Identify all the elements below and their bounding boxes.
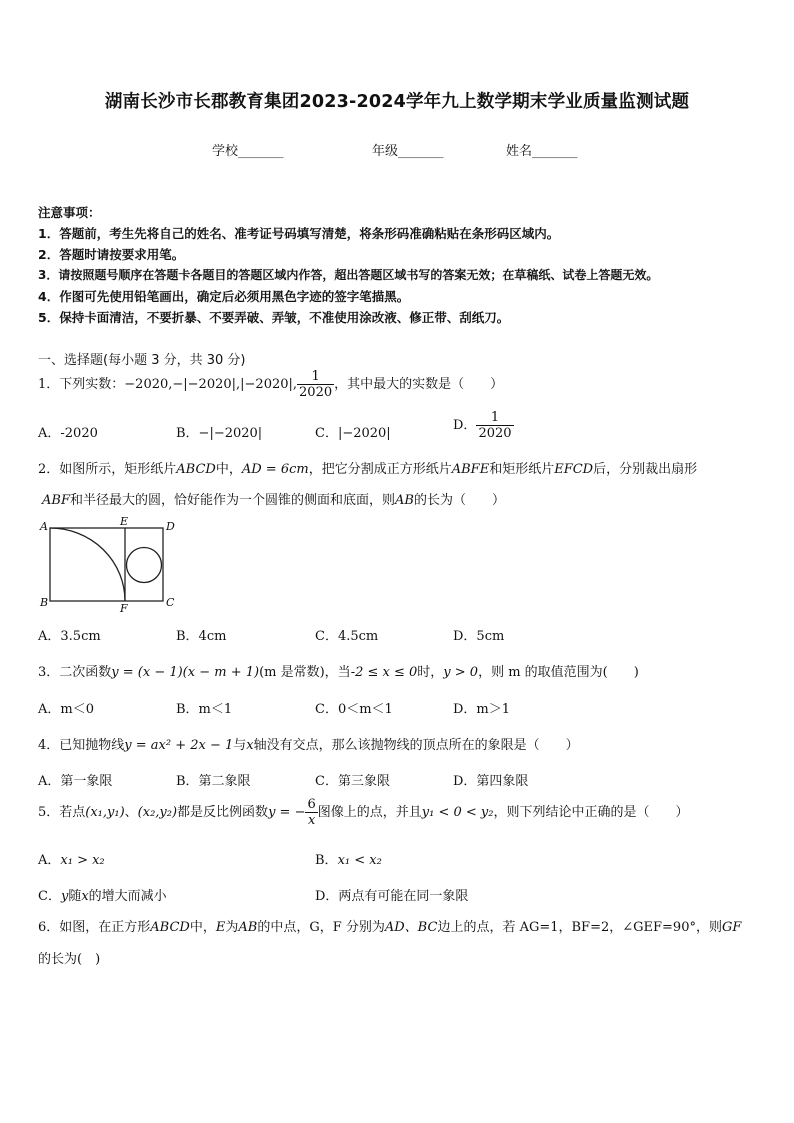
q5-frac-num: 6: [307, 797, 316, 812]
q6-text: 6．如图，在正方形: [38, 920, 151, 935]
q2-figure: [38, 516, 183, 616]
q3-text: 时，: [417, 665, 444, 680]
q5-option-b: [315, 849, 382, 868]
q1-option-d-fraction: [476, 410, 513, 441]
q5-fraction: [305, 797, 317, 828]
q5-option-b-math: x₁ < x₂: [337, 853, 382, 868]
q5-text: 、: [124, 805, 138, 820]
label-c: C: [166, 596, 175, 609]
q6-text: 为: [225, 920, 239, 935]
q4-text: 4．已知抛物线: [38, 738, 125, 753]
q5-text: 5．若点: [38, 805, 86, 820]
q3-math: y > 0: [443, 665, 479, 680]
q2-math: AD = 6cm: [241, 462, 309, 477]
q3-option-b: B．m＜1: [176, 702, 233, 717]
q5-math: (x₂,y₂): [137, 805, 178, 820]
notice-item: 2．答题时请按要求用笔。: [38, 247, 185, 262]
section-heading: 一、选择题(每小题 3 分，共 30 分): [38, 353, 246, 368]
grade-field: 年级_______: [372, 144, 444, 159]
q5-option-b-label: B．: [315, 853, 338, 868]
q2-math: AB: [394, 493, 414, 508]
school-field: 学校_______: [212, 144, 284, 159]
label-b: B: [40, 596, 49, 609]
q5-option-c-math: y: [60, 889, 69, 904]
q1-option-a: A．-2020: [38, 426, 98, 441]
q6-math: GF: [721, 920, 742, 935]
q3-option-c: C．0＜m＜1: [315, 702, 393, 717]
question-2-line-1: [38, 458, 697, 477]
q6-text: 边上的点，若 AG=1，BF=2，∠GEF=90°，则: [437, 920, 722, 935]
q3-option-a: A．m＜0: [38, 702, 94, 717]
q1-optd-den: 2020: [478, 426, 512, 441]
q2-text: 后，分别裁出扇形: [593, 462, 698, 477]
question-5: [38, 797, 688, 828]
notice-item: 4．作图可先使用铅笔画出，确定后必须用黑色字迹的签字笔描黑。: [38, 289, 410, 304]
q3-text: (m 是常数)，当: [259, 665, 351, 680]
q3-math: y = (x − 1)(x − m + 1): [111, 665, 260, 680]
notice-item: 3．请按照题号顺序在答题卡各题目的答题区域内作答，超出答题区域书写的答案无效；在草稿纸、试卷上答题无效。: [38, 268, 659, 282]
q5-option-a: [38, 849, 105, 868]
q5-text: 图像上的点，并且: [317, 805, 422, 820]
q1-option-b: B．−|−2020|: [176, 426, 263, 441]
q5-text: 都是反比例函数: [177, 805, 269, 820]
q5-option-c-text: 的增大而减小: [88, 889, 167, 904]
question-2-line-2: [42, 489, 505, 508]
q5-option-a-label: A．: [38, 853, 61, 868]
q5-option-c-label: C．: [38, 889, 61, 904]
q3-text: 3．二次函数: [38, 665, 112, 680]
q2-text: 2．如图所示，矩形纸片: [38, 462, 177, 477]
q2-option-c: C．4.5cm: [315, 629, 379, 644]
q1-option-d-label: D．: [453, 418, 477, 433]
q1-option-d: [453, 410, 514, 441]
label-d: D: [166, 520, 175, 533]
q2-option-b: B．4cm: [176, 629, 227, 644]
q4-option-c: C．第三象限: [315, 774, 390, 789]
q4-math: y = ax² + 2x − 1: [124, 738, 234, 753]
q2-text: 的长为（ ）: [413, 493, 505, 508]
notice-item: 1．答题前，考生先将自己的姓名、准考证号码填写清楚，将条形码准确粘贴在条形码区域内。: [38, 226, 560, 241]
name-field: 姓名_______: [506, 144, 578, 159]
q5-frac-den: x: [305, 812, 317, 828]
q4-text: 轴没有交点，那么该抛物线的顶点所在的象限是（ ）: [253, 738, 579, 753]
q3-text: ，则 m 的取值范围为( ): [478, 665, 639, 680]
q6-math: ABCD: [150, 920, 190, 935]
notice-item: 5．保持卡面清洁，不要折暴、不要弄破、弄皱，不准使用涂改液、修正带、刮纸刀。: [38, 310, 510, 325]
q2-text: 和半径最大的圆，恰好能作为一个圆锥的侧面和底面，则: [69, 493, 395, 508]
q2-option-d: D．5cm: [453, 629, 505, 644]
q6-text: 的中点，G，F 分别为: [257, 920, 385, 935]
question-6-line-2: 的长为( ): [38, 952, 101, 967]
q4-math: x: [246, 738, 254, 753]
q3-option-d: D．m＞1: [453, 702, 511, 717]
q6-math: E: [215, 920, 226, 935]
q1-frac-den: 2020: [299, 385, 333, 400]
q6-math: AB: [238, 920, 258, 935]
q2-option-a: A．3.5cm: [38, 629, 101, 644]
q5-option-d: D．两点有可能在同一象限: [315, 889, 469, 904]
q5-math: (x₁,y₁): [85, 805, 125, 820]
arc-af: [50, 528, 125, 601]
q6-text: 中，: [189, 920, 216, 935]
q1-optd-num: 1: [490, 410, 500, 425]
q6-math: AD、BC: [384, 920, 438, 935]
label-a: A: [40, 520, 48, 533]
q4-text: 与: [233, 738, 247, 753]
label-f: F: [120, 602, 128, 615]
q2-math: ABFE: [451, 462, 490, 477]
q1-prefix: 1．下列实数：: [38, 377, 125, 392]
q5-math: y = −: [268, 805, 306, 820]
q2-text: ，把它分割成正方形纸片: [308, 462, 452, 477]
q2-math: ABF: [42, 493, 70, 508]
question-3: [38, 661, 639, 680]
q5-option-c-math: x: [81, 889, 89, 904]
q4-option-d: D．第四象限: [453, 774, 529, 789]
q1-option-c: C．|−2020|: [315, 426, 391, 441]
q4-option-b: B．第二象限: [176, 774, 251, 789]
q2-math: EFCD: [554, 462, 594, 477]
inscribed-circle: [127, 548, 162, 583]
q2-math: ABCD: [176, 462, 216, 477]
q1-suffix: ，其中最大的实数是（ ）: [334, 377, 504, 392]
question-1: [38, 369, 503, 400]
q2-text: 中，: [215, 462, 242, 477]
label-e: E: [120, 516, 129, 528]
q5-math: y₁ < 0 < y₂: [421, 805, 494, 820]
rectangle-abcd: [50, 528, 163, 601]
q5-option-c: [38, 885, 167, 904]
q1-fraction: [297, 369, 334, 400]
q1-frac-num: 1: [311, 369, 320, 384]
notice-heading: 注意事项：: [38, 205, 101, 220]
q3-math: -2 ≤ x ≤ 0: [350, 665, 418, 680]
question-4: [38, 734, 579, 753]
q5-option-c-text: 随: [68, 889, 82, 904]
q2-text: 和矩形纸片: [489, 462, 555, 477]
q4-option-a: A．第一象限: [38, 774, 113, 789]
question-6-line-1: [38, 916, 741, 935]
q5-option-a-math: x₁ > x₂: [60, 853, 105, 868]
q5-text: ，则下列结论中正确的是（ ）: [493, 805, 689, 820]
q1-list: −2020,−|−2020|,|−2020|,: [124, 377, 298, 392]
page-title: 湖南长沙市长郡教育集团2023-2024学年九上数学期末学业质量监测试题: [104, 92, 690, 112]
